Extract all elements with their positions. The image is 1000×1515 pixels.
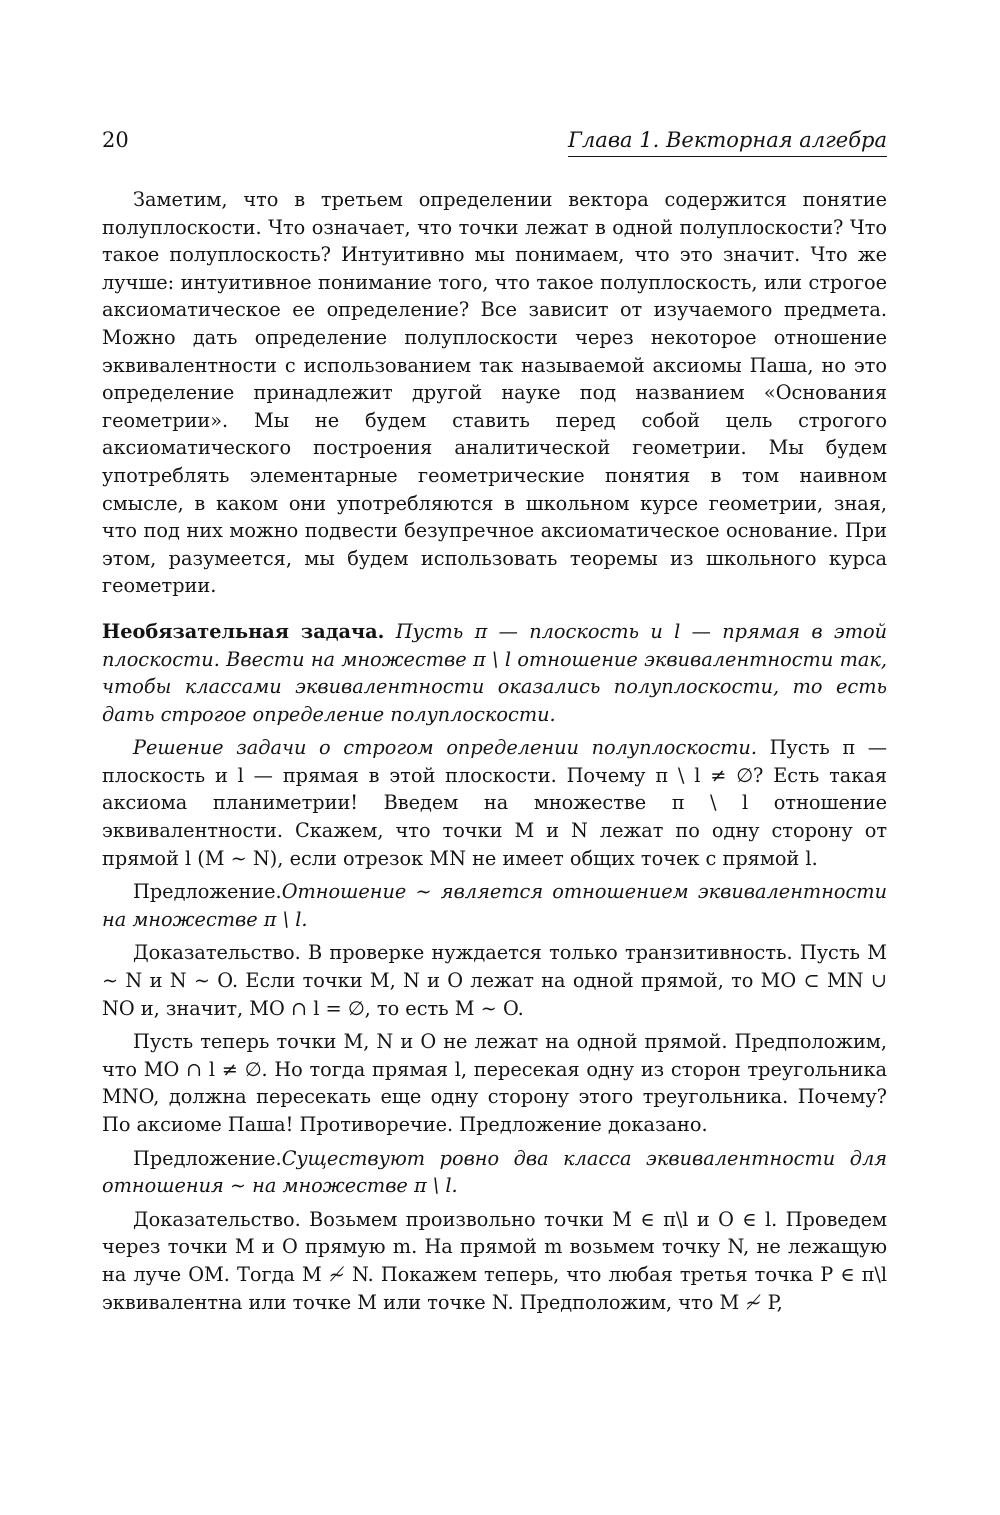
solution-label: Решение задачи о строгом определении полуплоскости. (133, 736, 757, 760)
proof-2: Доказательство. Возьмем произвольно точки M ∈ π\l и O ∈ l. Проведем через точки M и O прямую m. На прямой m возьмем точку N, не лежащую на луче OM. Тогда M ≁ N. Покажем теперь, что любая третья точка P ∈ π\l эквивалентна или точке M или точке N. Предположим, что M ≁ P, (102, 1207, 887, 1314)
proof-1-part-a: Доказательство. В проверке нуждается только транзитивность. Пусть M ∼ N и N ∼ O. Если точки M, N и O лежат на одной прямой, то MO ⊂ MN ∪ NO и, значит, MO ∩ l = ∅, то есть M ∼ O. (102, 941, 887, 1020)
intro-paragraph: Заметим, что в третьем определении вектора содержится понятие полуплоскости. Что означает, что точки лежат в одной полуплоскости? Что такое полуплоскость? Интуитивно мы понимаем, что это значит. Что же лучше: интуитивное понимание того, что такое полуплоскость, или строгое аксиоматическое ее определение? Все зависит от изучаемого предмета. Можно дать определение полуплоскости через некоторое отношение эквивалентности с использованием так называемой аксиомы Паша, но это определение принадлежит другой науке под названием «Основания геометрии». Мы не будем ставить перед собой цель строгого аксиоматического построения аналитической геометрии. Мы будем употреблять элементарные геометрические понятия в том наивном смысле, в каком они употребляются в школьном курсе геометрии, зная, что под них можно подвести безупречное аксиоматическое основание. При этом, разумеется, мы будем использовать теоремы из школьного курса геометрии. (102, 188, 887, 598)
task-label: Необязательная задача. (102, 619, 385, 643)
proposition-2-text: Существуют ровно два класса эквивалентности для отношения ∼ на множестве π \ l. (102, 1146, 887, 1198)
running-header (102, 120, 887, 160)
page-body (102, 186, 887, 1316)
proposition-2-label: Предложение. (133, 1146, 282, 1170)
solution-paragraph (102, 734, 887, 872)
task-text: Пусть π — плоскость и l — прямая в этой плоскости. Ввести на множестве π \ l отношение эквивалентности так, чтобы классами эквивалентности оказались полуплоскости, то есть дать строгое определение полуплоскости. (102, 619, 888, 726)
book-page (102, 120, 888, 1314)
proof-1-part-b: Пусть теперь точки M, N и O не лежат на одной прямой. Предположим, что MO ∩ l ≠ ∅. Но тогда прямая l, пересекая одну из сторон треугольника MNO, должна пересекать еще одну сторону этого треугольника. Почему? По аксиоме Паша! Противоречие. Предложение доказано. (102, 1030, 887, 1136)
page-number: 20 (102, 128, 129, 152)
chapter-title: Глава 1. Векторная алгебра (568, 128, 887, 157)
proposition-1-text: Отношение ∼ является отношением эквивалентности на множестве π \ l. (102, 880, 887, 931)
proposition-1-label: Предложение. (133, 880, 282, 904)
proposition-1 (102, 878, 887, 933)
optional-task (102, 618, 887, 728)
proposition-2 (102, 1145, 887, 1200)
solution-text: Пусть π — плоскость и l — прямая в этой плоскости. Почему π \ l ≠ ∅? Есть такая аксиома планиметрии! Введем на множестве π \ l отношение эквивалентности. Скажем, что точки M и N лежат по одну сторону от прямой l (M ∼ N), если отрезок MN не имеет общих точек с прямой l. (102, 736, 887, 870)
